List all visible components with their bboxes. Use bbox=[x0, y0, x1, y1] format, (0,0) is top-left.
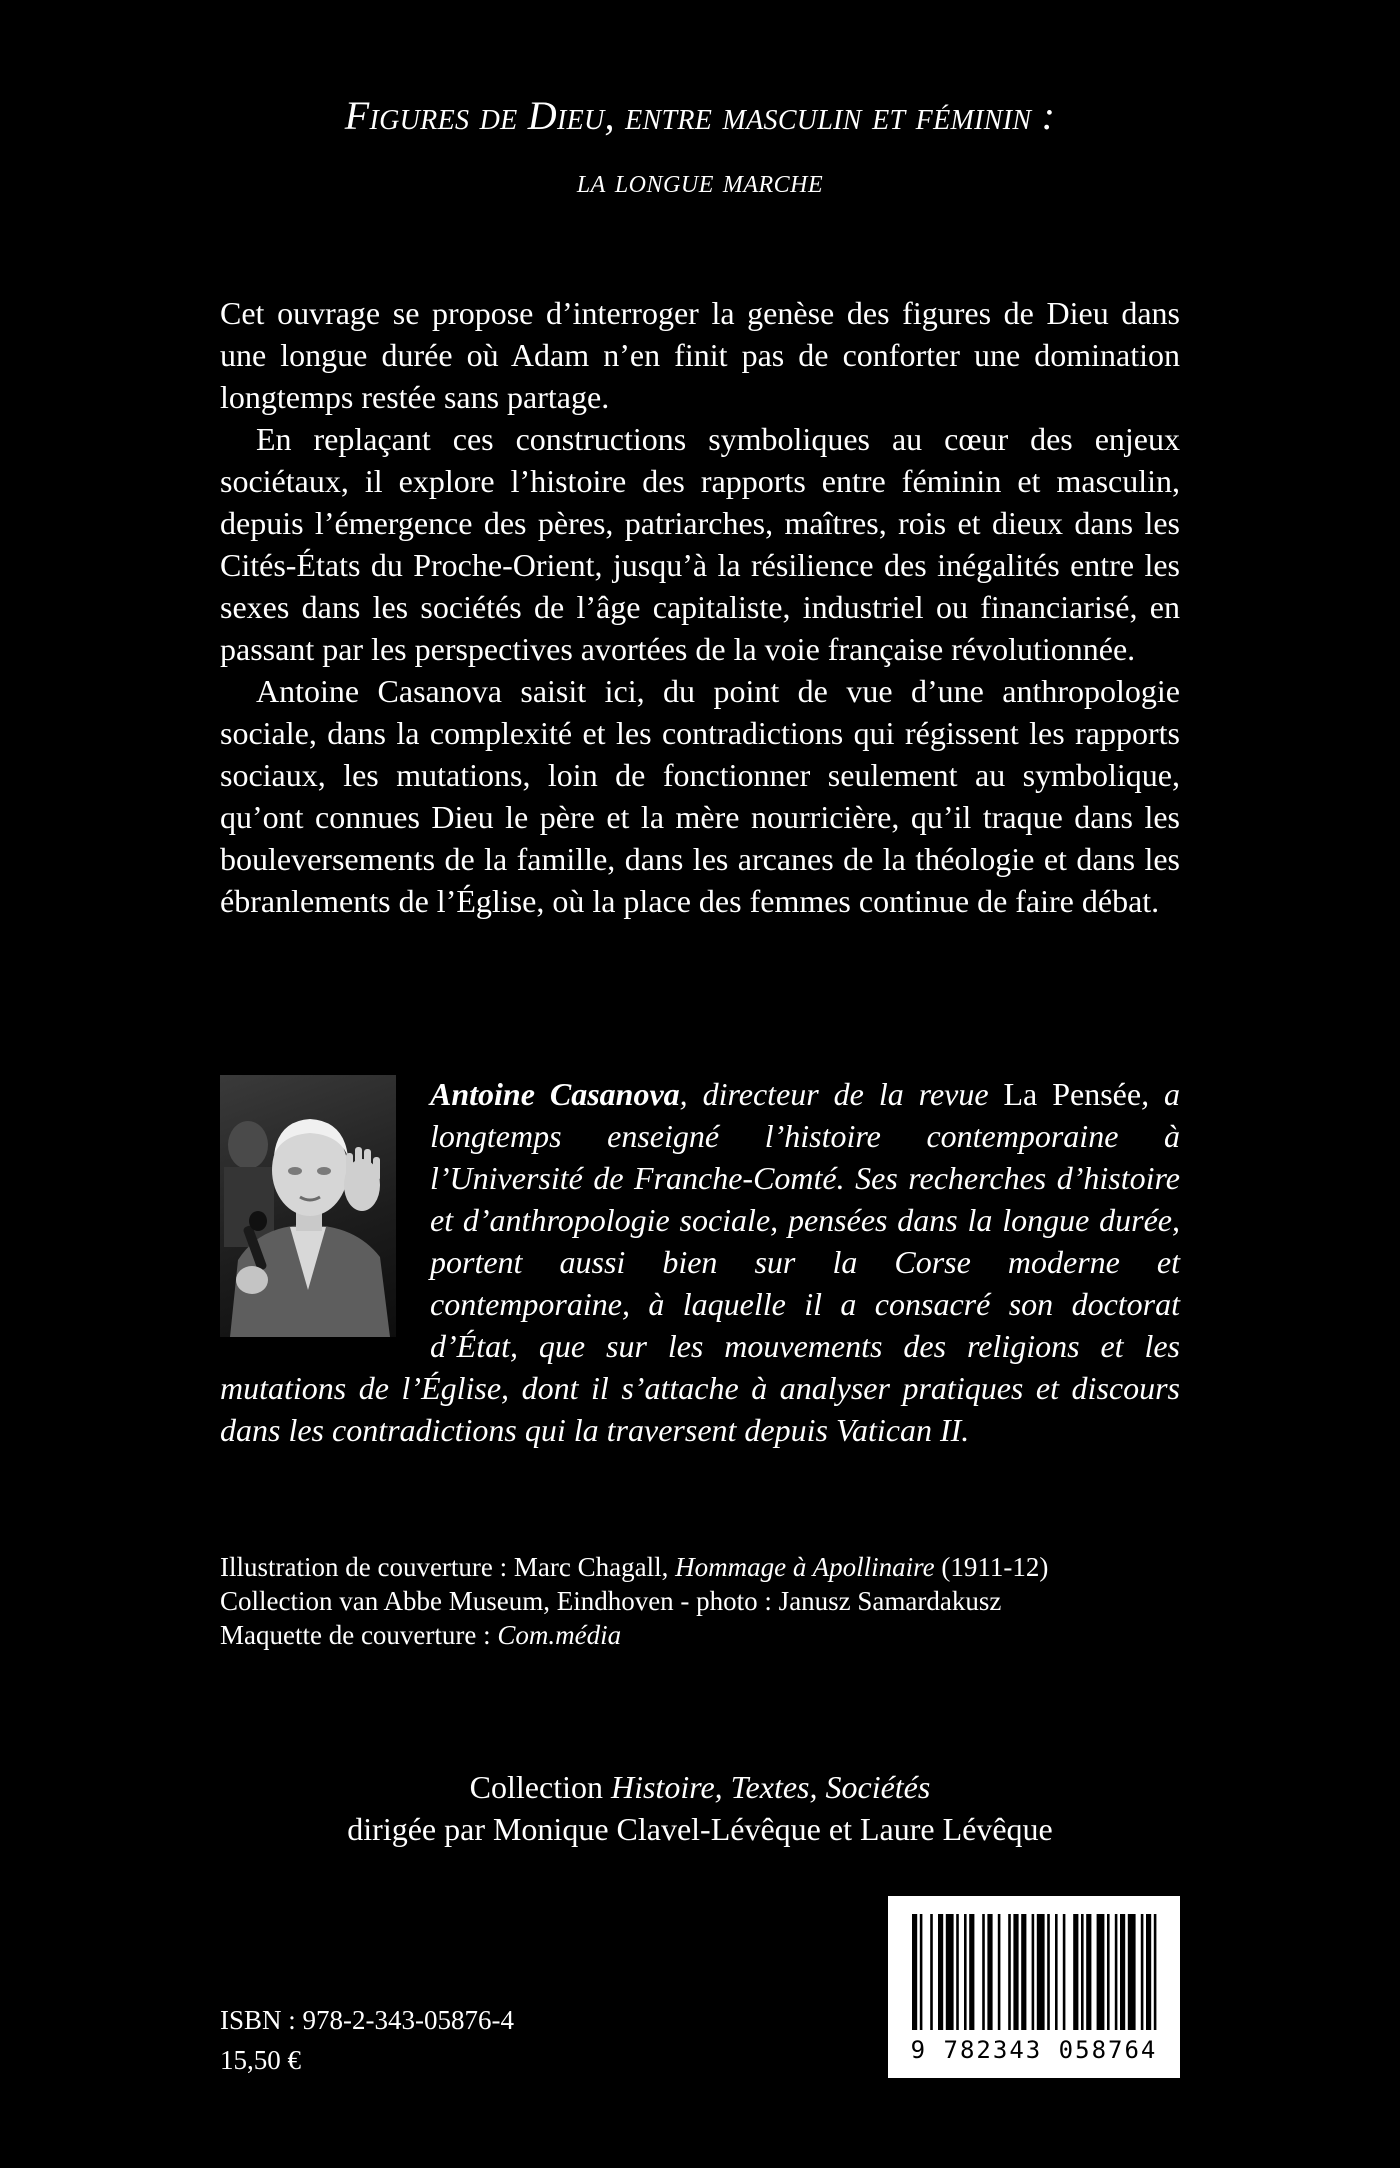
series-line bbox=[0, 1766, 1400, 1808]
series-name: Histoire, Textes, Sociétés bbox=[610, 1769, 931, 1805]
barcode-bar bbox=[969, 1914, 974, 2030]
barcode-bar bbox=[1115, 1914, 1118, 2030]
illustration-label: Illustration de couverture : Marc Chagall, bbox=[220, 1552, 676, 1582]
barcode-bar bbox=[1097, 1914, 1105, 2030]
barcode-bar bbox=[1120, 1914, 1125, 2030]
barcode-bar bbox=[956, 1914, 959, 2030]
illustration-title: Hommage à Apollinaire bbox=[675, 1552, 935, 1582]
author-bio bbox=[220, 1073, 1180, 1451]
blurb-paragraph-3: Antoine Casanova saisit ici, du point de vue d’une anthropologie sociale, dans la complexité et les contradictions qui régissent les rapports sociaux, les mutations, loin de fonctionner seulement au symbolique, qu’ont connues Dieu le père et la mère nourricière, qu’il traque dans les bouleversements de la famille, dans les arcanes de la théologie et dans les ébranlements de l’Église, où la place des femmes continue de faire débat. bbox=[220, 673, 1180, 919]
museum-credit: Collection van Abbe Museum, Eindhoven - photo : Janusz Samardakusz bbox=[220, 1586, 1002, 1616]
barcode-bar bbox=[1008, 1914, 1011, 2030]
author-name: Antoine Casanova bbox=[430, 1076, 680, 1112]
barcode-bar bbox=[1055, 1914, 1058, 2030]
maquette-credit bbox=[220, 1618, 1180, 1652]
barcode-bar bbox=[1032, 1914, 1035, 2030]
blurb-paragraph-2: En replaçant ces constructions symboliques au cœur des enjeux sociétaux, il explore l’histoire des rapports entre féminin et masculin, depuis l’émergence des pères, patriarches, maîtres, rois et dieux dans les Cités-États du Proche-Orient, jusqu’à la résilience des inégalités entre les sexes dans les sociétés de l’âge capitaliste, industriel ou financiarisé, en passant par les perspectives avortées de la voie française révolutionnée. bbox=[220, 421, 1180, 667]
illustration-year: (1911-12) bbox=[934, 1552, 1049, 1582]
barcode-bar bbox=[998, 1914, 1001, 2030]
barcode-bar bbox=[1141, 1914, 1144, 2030]
barcode-bar bbox=[1021, 1914, 1026, 2030]
barcode-bar bbox=[1073, 1914, 1078, 2030]
series-directors: dirigée par Monique Clavel-Lévêque et Laure Lévêque bbox=[347, 1811, 1053, 1847]
maquette-label: Maquette de couverture : bbox=[220, 1620, 498, 1650]
barcode-bar bbox=[1107, 1914, 1110, 2030]
bio-text-1: , directeur de la revue bbox=[679, 1076, 1004, 1112]
barcode-bar bbox=[1086, 1914, 1091, 2030]
bio-text-2: , a longtemps enseigné l’histoire contemporaine à l’Université de Franche-Comté. Ses recherches d’histoire et d’anthropologie sociale, pensées dans la longue durée, portent aussi bien sur la Corse moderne et contemporaine, à laquelle il a consacré son doctorat d’État, que sur les mouvements des religions et les mutations de l’Église, dont il s’attache à analyser pratiques et discours dans les contradictions qui la traversent depuis Vatican II. bbox=[220, 1076, 1181, 1448]
barcode bbox=[888, 1896, 1180, 2078]
maquette-name: Com.média bbox=[497, 1620, 622, 1650]
barcode-bar bbox=[1037, 1914, 1045, 2030]
barcode-bar bbox=[1128, 1914, 1136, 2030]
barcode-bar bbox=[1154, 1914, 1157, 2030]
barcode-bar bbox=[1063, 1914, 1066, 2030]
price: 15,50 € bbox=[220, 2045, 301, 2075]
barcode-bar bbox=[982, 1914, 985, 2030]
series-prefix: Collection bbox=[469, 1769, 611, 1805]
book-subtitle: la longue marche bbox=[576, 163, 824, 200]
blurb bbox=[220, 292, 1180, 922]
barcode-bar bbox=[930, 1914, 933, 2030]
barcode-bar bbox=[1081, 1914, 1084, 2030]
barcode-bar bbox=[1047, 1914, 1050, 2030]
barcode-digits: 9 782343 058764 bbox=[910, 2036, 1158, 2064]
barcode-bar bbox=[964, 1914, 967, 2030]
isbn: ISBN : 978-2-343-05876-4 bbox=[220, 2005, 514, 2035]
barcode-bar bbox=[938, 1914, 943, 2030]
barcode-bar bbox=[987, 1914, 992, 2030]
blurb-paragraph-1: Cet ouvrage se propose d’interroger la genèse des figures de Dieu dans une longue durée où Adam n’en finit pas de conforter une domination longtemps restée sans partage. bbox=[220, 295, 1180, 415]
book-title: Figures de Dieu, entre masculin et féminin : bbox=[344, 93, 1056, 138]
barcode-bar bbox=[920, 1914, 923, 2030]
series-info bbox=[0, 1766, 1400, 1850]
cover-credits bbox=[220, 1550, 1180, 1652]
illustration-credit bbox=[220, 1550, 1180, 1584]
barcode-bar bbox=[912, 1914, 917, 2030]
journal-name: La Pensée bbox=[1003, 1076, 1142, 1112]
author-photo bbox=[220, 1075, 396, 1337]
barcode-bar bbox=[1013, 1914, 1018, 2030]
barcode-bar bbox=[1146, 1914, 1151, 2030]
barcode-bar bbox=[946, 1914, 954, 2030]
